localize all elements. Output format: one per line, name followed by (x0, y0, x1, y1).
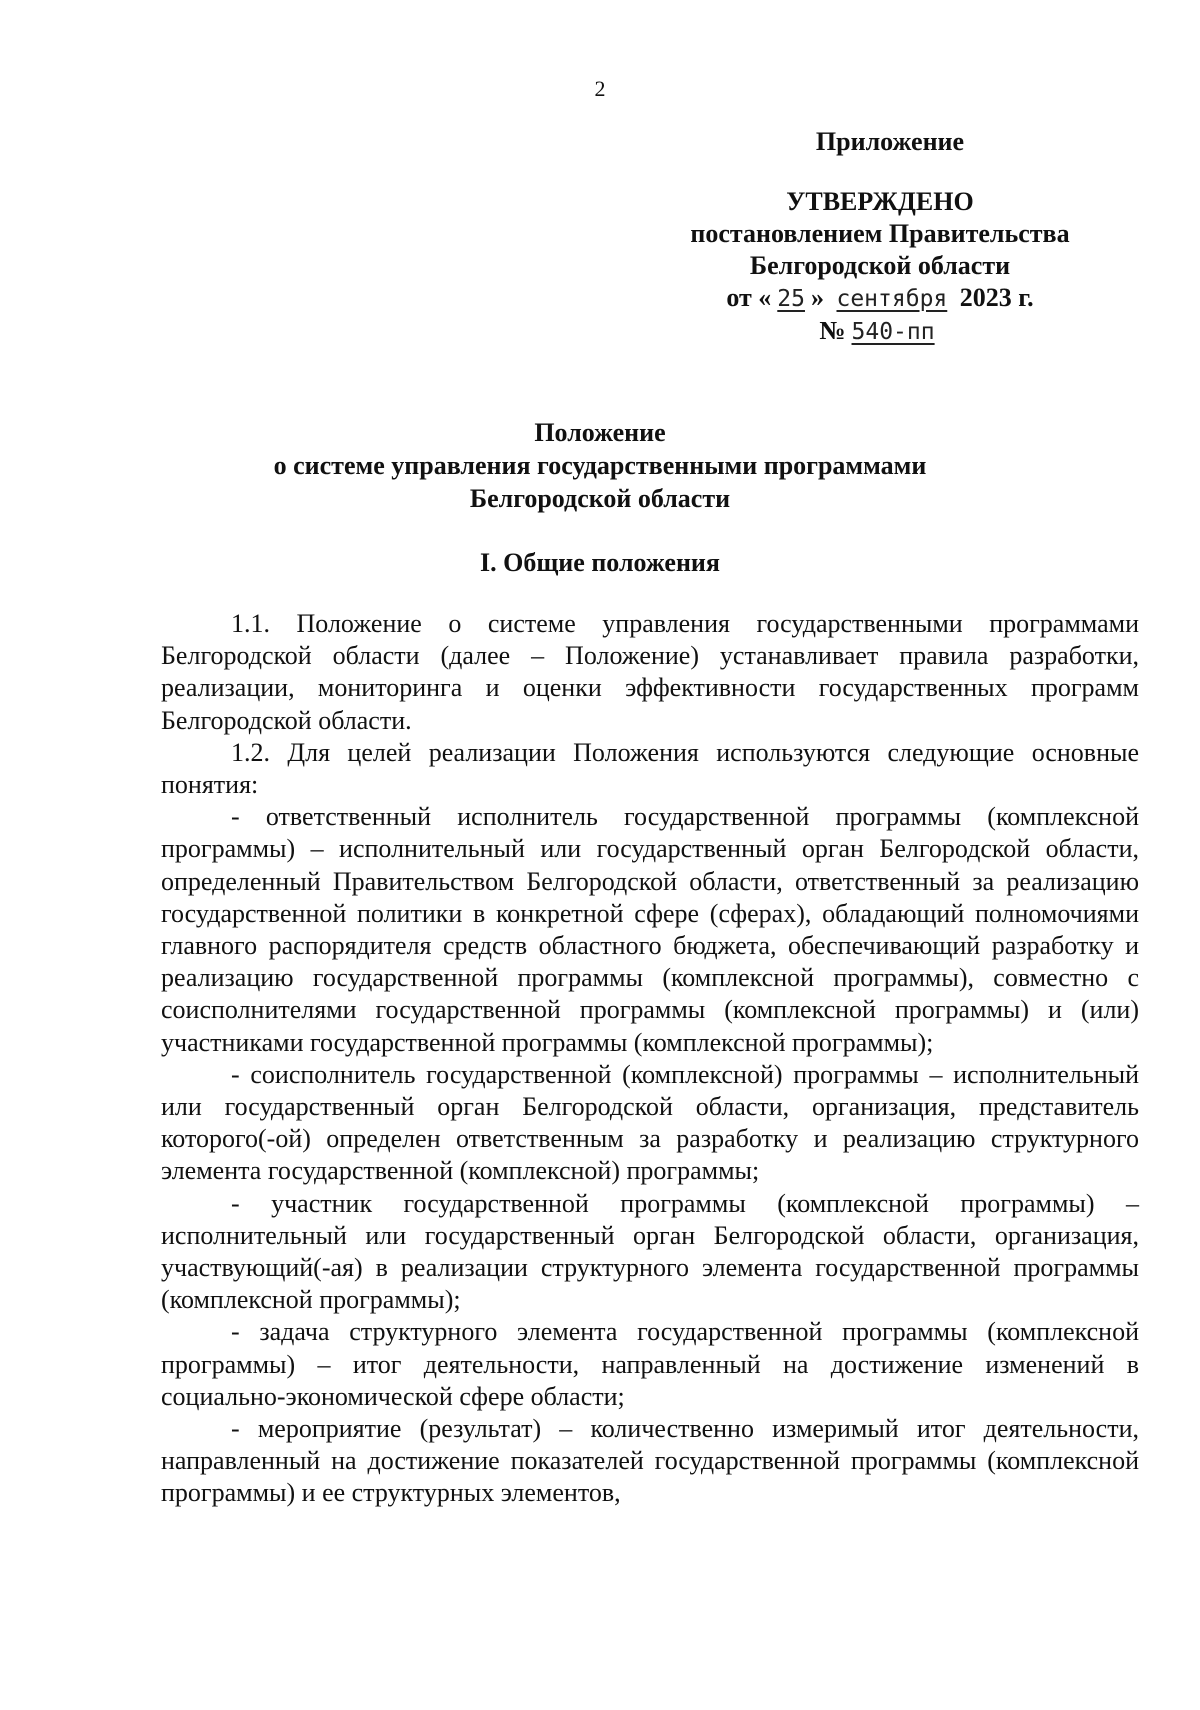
approved-label: УТВЕРЖДЕНО (786, 187, 974, 216)
approval-line-1: постановлением Правительства (690, 219, 1070, 248)
number-prefix: № (819, 316, 846, 345)
approval-number (680, 315, 1080, 348)
section-heading: I. Общие положения (480, 548, 720, 577)
title-line-1: Положение (534, 418, 666, 447)
title-line-2: о системе управления государственными программами (273, 451, 927, 480)
title-line-3: Белгородской области (469, 484, 731, 513)
number-value: 540-пп (851, 319, 935, 345)
date-month: сентября (836, 286, 948, 312)
date-mid: » (810, 283, 824, 312)
page-number: 2 (594, 76, 606, 101)
definition-co-executor: - соисполнитель государственной (комплексной) программы – исполнительный или государственный орган Белгородской области, организация, представитель которого(-ой) определен ответственным за разработку и реализацию структурного элемента государственной (комплексной) программы; (161, 1059, 1139, 1186)
approval-line-2: Белгородской области (749, 251, 1011, 280)
body-text (161, 608, 1139, 1510)
definition-participant: - участник государственной программы (комплексной программы) – исполнительный или государственный орган Белгородской области, организация, участвующий(-ая) в реализации структурного элемента государственной программы (комплексной программы); (161, 1188, 1139, 1315)
approval-date (680, 282, 1080, 315)
approval-block (680, 186, 1080, 348)
date-year: 2023 г. (959, 283, 1034, 312)
definition-responsible-executor: - ответственный исполнитель государственной программы (комплексной программы) – исполнительный или государственный орган Белгородской области, определенный Правительством Белгородской области, ответственный за реализацию государственной политики в конкретной сфере (сферах), обладающий полномочиями главного распорядителя средств областного бюджета, обеспечивающий разработку и реализацию государственной программы (комплексной программы), совместно с соисполнителями государственной программы (комплексной программы) и (или) участниками государственной программы (комплексной программы); (161, 802, 1139, 1057)
date-day: 25 (777, 286, 805, 312)
definition-activity: - мероприятие (результат) – количественно измеримый итог деятельности, направленный на достижение показателей государственной программы (комплексной программы) и ее структурных элементов, (161, 1414, 1139, 1508)
date-prefix: от « (726, 283, 772, 312)
definition-task: - задача структурного элемента государственной программы (комплексной программы) – итог деятельности, направленный на достижение изменений в социально-экономической сфере области; (161, 1317, 1139, 1411)
appendix-label: Приложение (815, 127, 965, 156)
paragraph-1-2: 1.2. Для целей реализации Положения используются следующие основные понятия: (161, 737, 1139, 800)
paragraph-1-1: 1.1. Положение о системе управления государственными программами Белгородской области (далее – Положение) устанавливает правила разработки, реализации, мониторинга и оценки эффективности государственных программ Белгородской области. (161, 609, 1139, 735)
document-title (0, 416, 1200, 515)
